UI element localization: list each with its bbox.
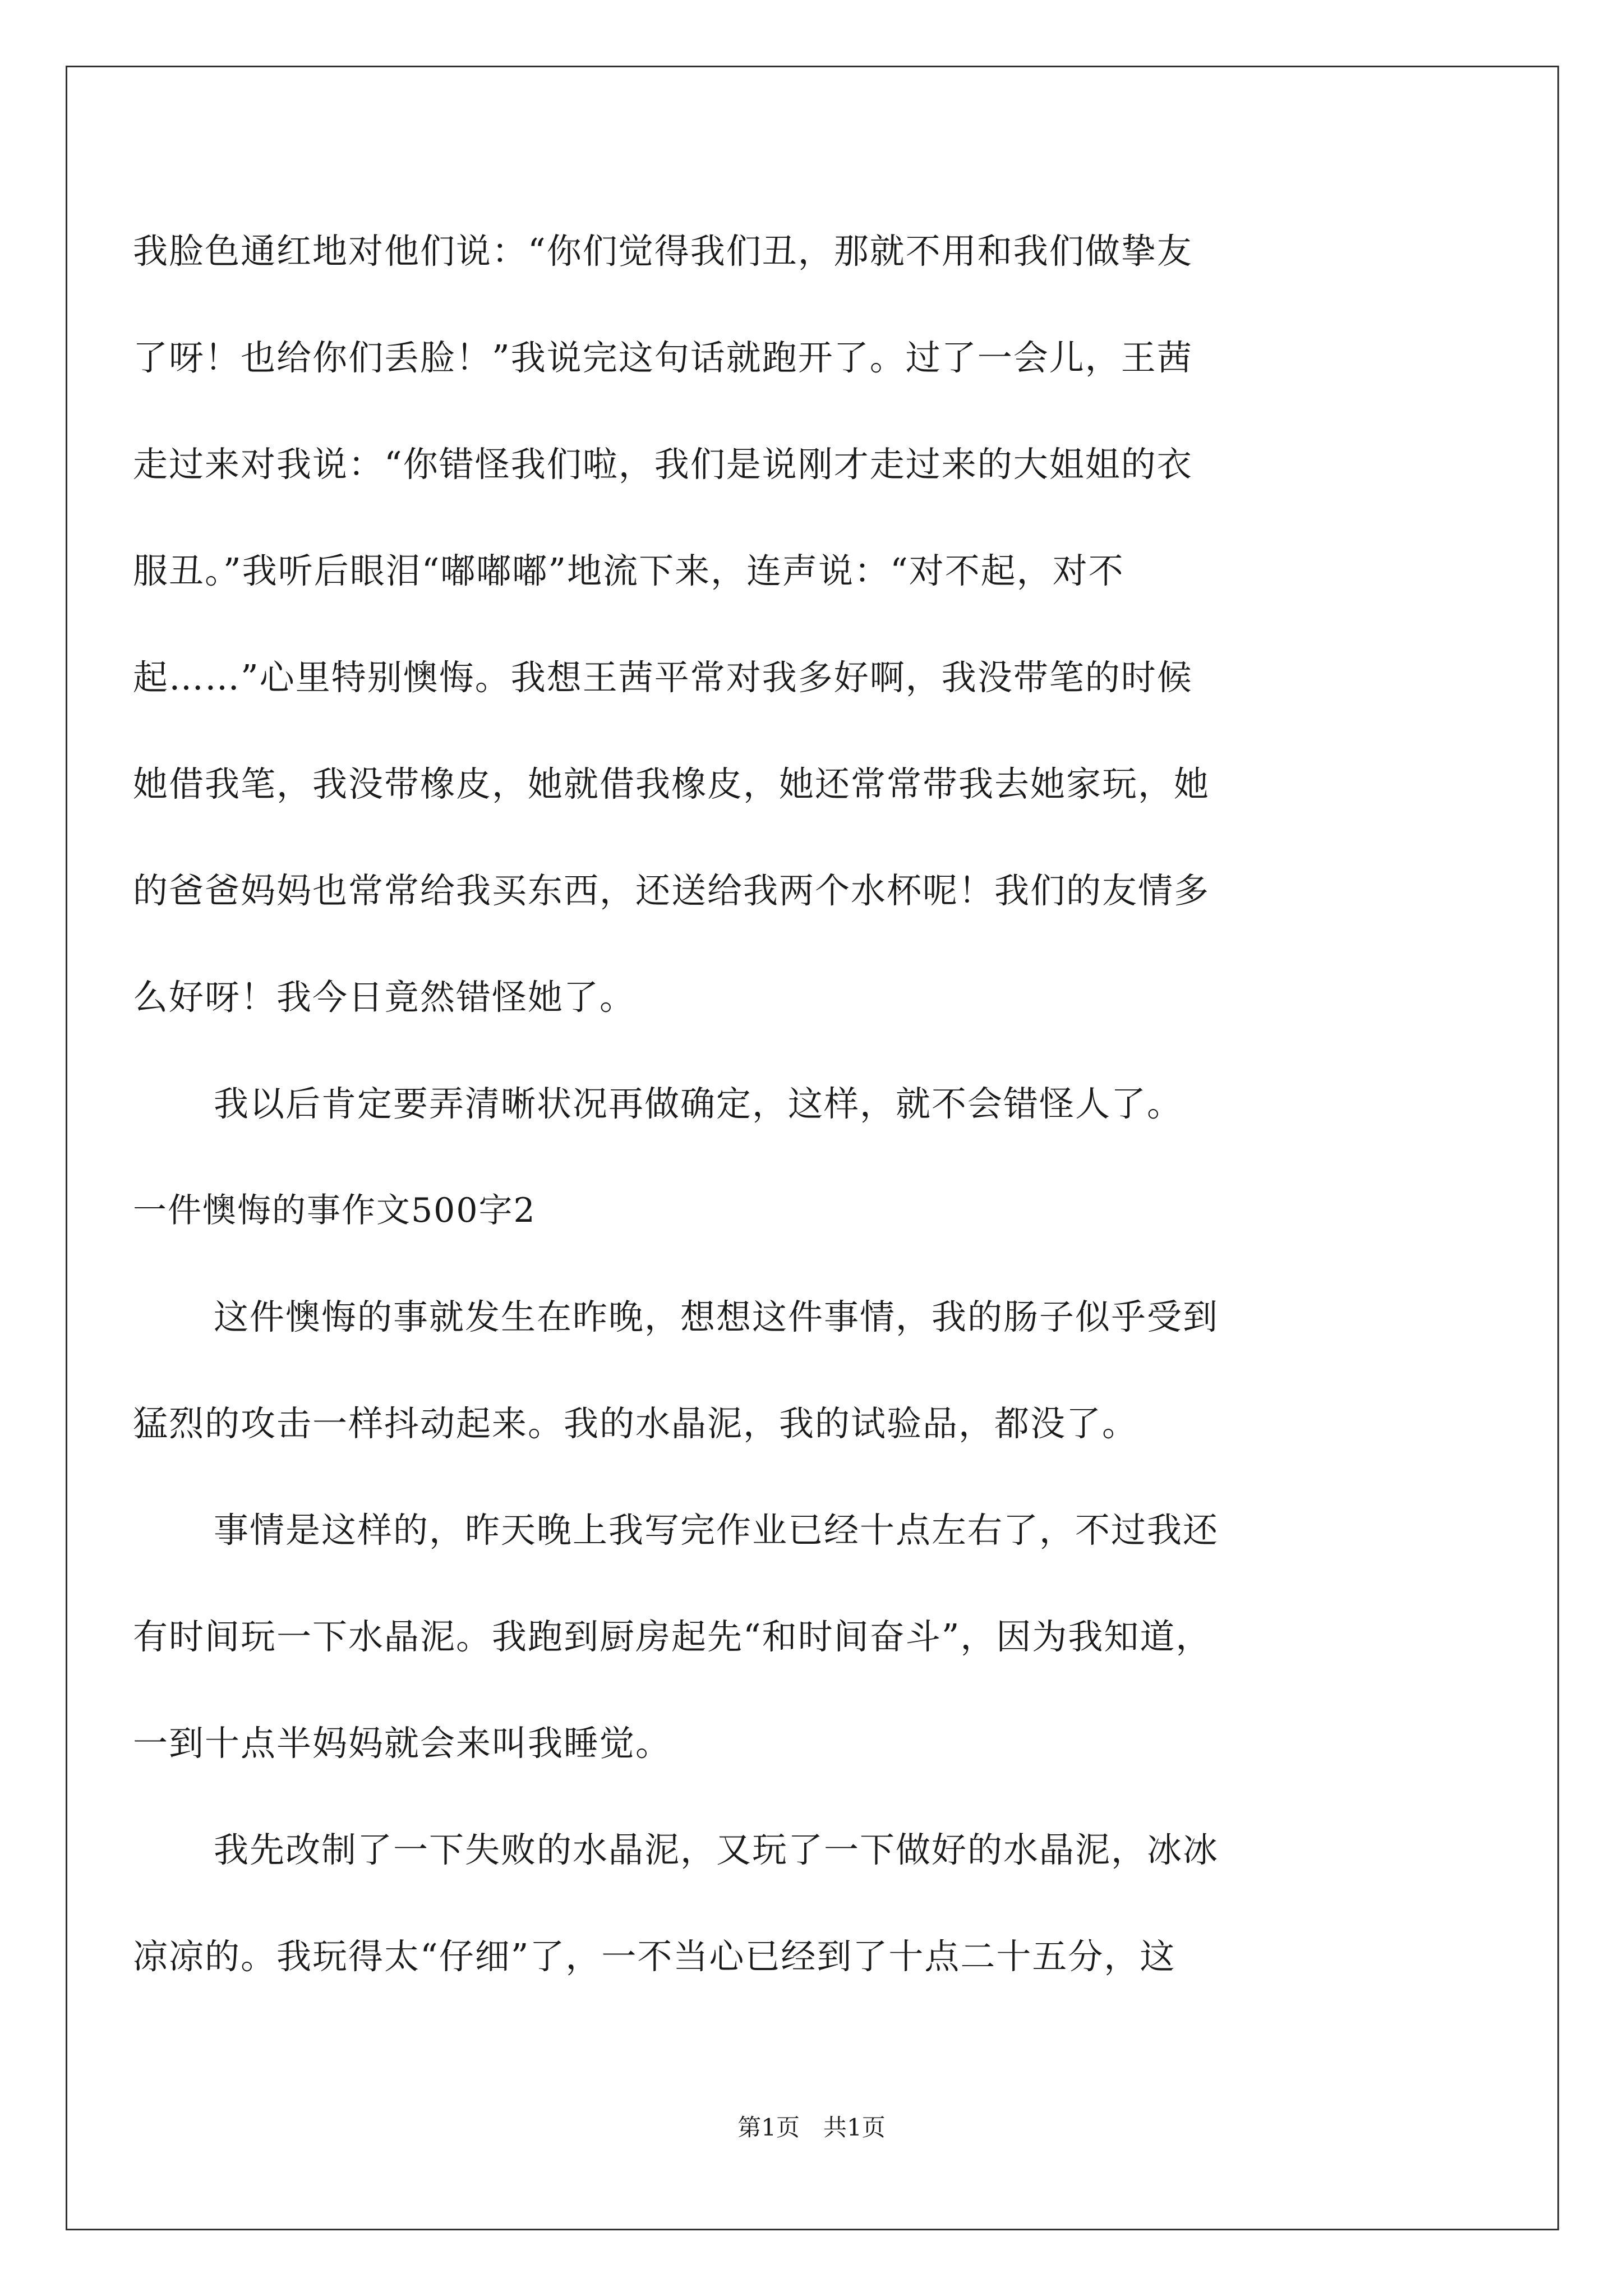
paragraph-start-line: 事情是这样的，昨天晚上我写完作业已经十点左右了，不过我还 [214, 1510, 1219, 1550]
text-line: 走过来对我说：“你错怪我们啦，我们是说刚才走过来的大姐姐的衣 [133, 444, 1193, 485]
text-line: 猛烈的攻击一样抖动起来。我的水晶泥，我的试验品，都没了。 [133, 1403, 1138, 1444]
text-line: 服丑。”我听后眼泪“嘟嘟嘟”地流下来，连声说：“对不起，对不 [133, 550, 1124, 591]
text-line: 的爸爸妈妈也常常给我买东西，还送给我两个水杯呢！我们的友情多 [133, 870, 1210, 911]
paragraph-start-line: 我先改制了一下失败的水晶泥，又玩了一下做好的水晶泥，冰冰 [214, 1829, 1219, 1870]
text-line: 她借我笔，我没带橡皮，她就借我橡皮，她还常常带我去她家玩，她 [133, 763, 1210, 804]
text-line: 了呀！也给你们丢脸！”我说完这句话就跑开了。过了一会儿，王茜 [133, 337, 1193, 378]
text-line: 有时间玩一下水晶泥。我跑到厨房起先“和时间奋斗”，因为我知道， [133, 1616, 1212, 1657]
text-line: 凉凉的。我玩得太“仔细”了，一不当心已经到了十点二十五分，这 [133, 1936, 1176, 1977]
paragraph-start-line: 我以后肯定要弄清晰状况再做确定，这样，就不会错怪人了。 [214, 1083, 1183, 1124]
document-body [133, 198, 1423, 2010]
text-line: 起……”心里特别懊悔。我想王茜平常对我多好啊，我没带笔的时候 [133, 657, 1193, 698]
text-line: 一到十点半妈妈就会来叫我睡觉。 [133, 1723, 672, 1764]
text-line: 我脸色通红地对他们说：“你们觉得我们丑，那就不用和我们做挚友 [133, 231, 1193, 272]
page-number: 第1页 共1页 [737, 2114, 886, 2141]
paragraph-start-line: 这件懊悔的事就发生在昨晚，想想这件事情，我的肠子似乎受到 [214, 1296, 1219, 1337]
section-heading: 一件懊悔的事作文500字2 [133, 1191, 536, 1230]
text-line: 么好呀！我今日竟然错怪她了。 [133, 977, 636, 1018]
